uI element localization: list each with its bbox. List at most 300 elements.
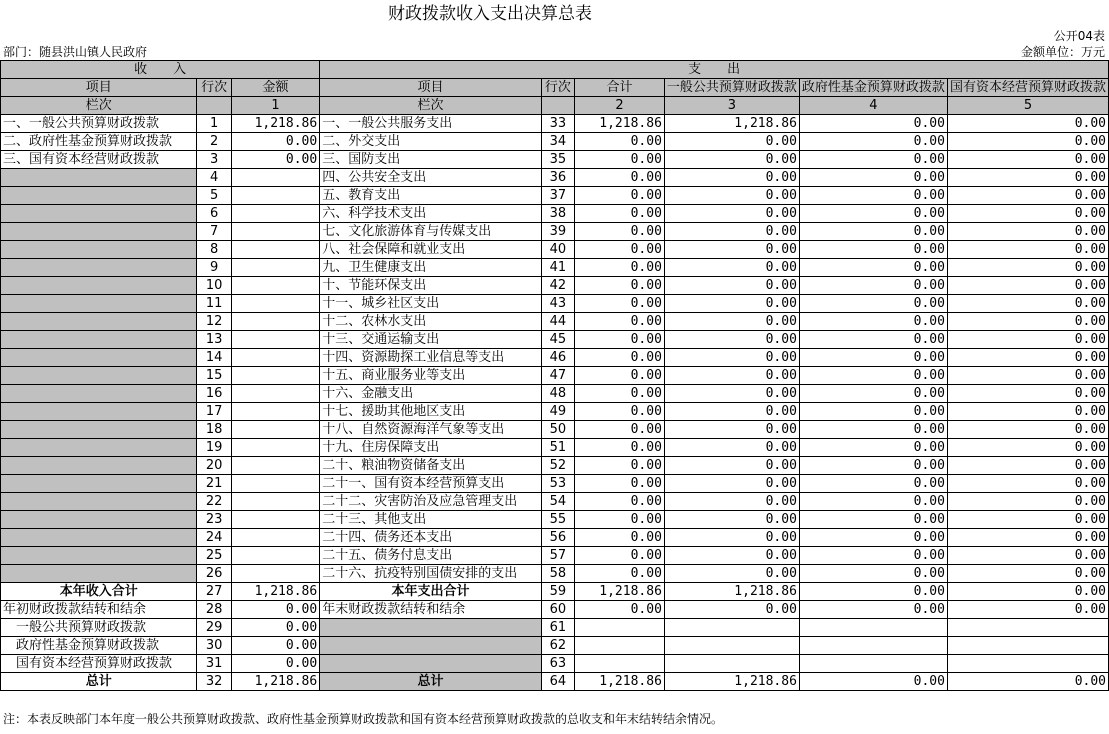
state-capital-cell: 0.00 [947,547,1108,565]
total-cell: 0.00 [575,313,665,331]
income-amount-cell [231,403,319,421]
income-item-cell [1,385,197,403]
income-amount-cell: 1,218.86 [231,115,319,133]
general-budget-cell: 0.00 [664,601,799,619]
table-row [1,421,1109,439]
total-cell: 0.00 [575,511,665,529]
income-item-cell [1,187,197,205]
gov-fund-cell: 0.00 [799,133,947,151]
expense-item-cell: 五、教育支出 [320,187,541,205]
income-row-no-cell: 21 [197,475,231,493]
general-budget-cell: 0.00 [664,511,799,529]
gov-fund-cell: 0.00 [799,565,947,583]
state-capital-cell: 0.00 [947,673,1108,691]
total-cell: 0.00 [575,259,665,277]
general-budget-cell: 0.00 [664,241,799,259]
total-cell: 0.00 [575,457,665,475]
income-row-no-cell: 11 [197,295,231,313]
general-budget-cell: 1,218.86 [664,673,799,691]
income-row-no-cell: 7 [197,223,231,241]
total-cell: 0.00 [575,601,665,619]
expense-item-cell: 四、公共安全支出 [320,169,541,187]
expense-item-cell: 十六、金融支出 [320,385,541,403]
gov-fund-cell: 0.00 [799,403,947,421]
expense-row-no-cell: 60 [541,601,574,619]
income-item-cell [1,241,197,259]
general-budget-cell: 1,218.86 [664,115,799,133]
income-row-no-cell: 15 [197,367,231,385]
income-row-no-cell: 17 [197,403,231,421]
income-amount-cell [231,385,319,403]
income-section-header: 收 入 [1,61,320,79]
state-capital-cell: 0.00 [947,187,1108,205]
income-item-cell [1,349,197,367]
general-budget-cell: 0.00 [664,493,799,511]
income-item-cell [1,331,197,349]
table-row [1,601,1109,619]
expense-row-no-cell: 42 [541,277,574,295]
gov-fund-cell [799,619,947,637]
total-cell: 0.00 [575,493,665,511]
expense-row-no-cell: 46 [541,349,574,367]
col-label: 栏次 [1,97,197,115]
income-item-cell [1,259,197,277]
income-amount-cell [231,421,319,439]
state-capital-cell [947,655,1108,673]
state-capital-cell: 0.00 [947,133,1108,151]
total-cell: 0.00 [575,385,665,403]
income-amount-cell [231,259,319,277]
table-row [1,133,1109,151]
income-item-header: 项目 [1,79,197,97]
general-budget-header: 一般公共预算财政拨款 [664,79,799,97]
general-budget-cell: 0.00 [664,295,799,313]
income-item-cell [1,511,197,529]
expense-row-no-cell: 63 [541,655,574,673]
general-budget-cell: 0.00 [664,439,799,457]
footnote: 注：本表反映部门本年度一般公共预算财政拨款、政府性基金预算财政拨款和国有资本经营预算财政拨款的总收支和年末结转结余情况。 [3,712,724,726]
state-capital-cell: 0.00 [947,403,1108,421]
expense-row-no-cell: 48 [541,385,574,403]
expense-item-cell: 九、卫生健康支出 [320,259,541,277]
general-budget-cell [664,637,799,655]
income-amount-cell [231,439,319,457]
unit-label: 金额单位：万元 [1020,45,1105,59]
general-budget-cell: 0.00 [664,151,799,169]
expense-row-no-cell: 58 [541,565,574,583]
expense-item-cell: 二十二、灾害防治及应急管理支出 [320,493,541,511]
income-item-cell: 一般公共预算财政拨款 [1,619,197,637]
income-row-no-cell: 16 [197,385,231,403]
expense-item-cell: 七、文化旅游体育与传媒支出 [320,223,541,241]
expense-row-no-cell: 34 [541,133,574,151]
income-item-cell: 二、政府性基金预算财政拨款 [1,133,197,151]
state-capital-cell: 0.00 [947,331,1108,349]
income-row-no-cell: 30 [197,637,231,655]
income-item-cell [1,475,197,493]
department-label: 部门：随县洪山镇人民政府 [3,45,148,59]
income-row-no-cell: 28 [197,601,231,619]
expense-row-no-cell: 52 [541,457,574,475]
expense-row-no-cell: 62 [541,637,574,655]
gov-fund-cell: 0.00 [799,151,947,169]
expense-item-cell: 一、一般公共服务支出 [320,115,541,133]
income-row-no-cell: 31 [197,655,231,673]
total-header: 合计 [575,79,665,97]
expense-item-cell: 六、科学技术支出 [320,205,541,223]
gov-fund-cell: 0.00 [799,115,947,133]
table-row [1,223,1109,241]
state-capital-cell: 0.00 [947,313,1108,331]
total-cell: 1,218.86 [575,115,665,133]
state-capital-cell: 0.00 [947,583,1108,601]
total-cell: 0.00 [575,331,665,349]
table-row [1,583,1109,601]
gov-fund-cell: 0.00 [799,493,947,511]
table-row [1,331,1109,349]
table-row [1,619,1109,637]
state-capital-header: 国有资本经营预算财政拨款 [947,79,1108,97]
state-capital-cell: 0.00 [947,295,1108,313]
expense-row-no-cell: 47 [541,367,574,385]
expense-item-cell: 十、节能环保支出 [320,277,541,295]
income-amount-cell [231,529,319,547]
income-amount-cell [231,493,319,511]
general-budget-cell: 1,218.86 [664,583,799,601]
income-item-cell [1,205,197,223]
total-cell: 0.00 [575,151,665,169]
income-amount-cell: 1,218.86 [231,673,319,691]
income-amount-header: 金额 [231,79,319,97]
expense-row-no-cell: 39 [541,223,574,241]
income-row-no-cell: 24 [197,529,231,547]
income-item-cell: 总计 [1,673,197,691]
income-item-cell [1,493,197,511]
income-item-cell: 一、一般公共预算财政拨款 [1,115,197,133]
expense-row-no-cell: 61 [541,619,574,637]
income-item-cell [1,547,197,565]
income-row-no-cell: 27 [197,583,231,601]
expense-row-no-cell: 55 [541,511,574,529]
income-row-no-cell: 25 [197,547,231,565]
expense-row-no-cell: 40 [541,241,574,259]
gov-fund-cell: 0.00 [799,673,947,691]
gov-fund-cell: 0.00 [799,241,947,259]
header-row-columns [1,79,1109,97]
gov-fund-cell: 0.00 [799,187,947,205]
col-blank [197,97,231,115]
general-budget-cell [664,619,799,637]
expense-item-cell: 二十三、其他支出 [320,511,541,529]
gov-fund-cell: 0.00 [799,529,947,547]
form-code: 公开04表 [1053,29,1105,43]
income-row-no-cell: 4 [197,169,231,187]
gov-fund-cell: 0.00 [799,511,947,529]
income-row-no-cell: 32 [197,673,231,691]
income-item-cell [1,439,197,457]
total-cell: 1,218.86 [575,583,665,601]
state-capital-cell: 0.00 [947,457,1108,475]
expense-item-cell: 二、外交支出 [320,133,541,151]
gov-fund-cell: 0.00 [799,313,947,331]
total-cell: 0.00 [575,475,665,493]
total-cell: 0.00 [575,421,665,439]
income-row-no-header: 行次 [197,79,231,97]
total-cell: 0.00 [575,241,665,259]
table-row [1,367,1109,385]
general-budget-cell: 0.00 [664,475,799,493]
general-budget-cell: 0.00 [664,331,799,349]
gov-fund-cell: 0.00 [799,547,947,565]
gov-fund-cell: 0.00 [799,205,947,223]
income-row-no-cell: 3 [197,151,231,169]
col-label: 栏次 [320,97,541,115]
income-row-no-cell: 20 [197,457,231,475]
total-cell: 0.00 [575,133,665,151]
expense-item-cell [320,637,541,655]
income-amount-cell: 0.00 [231,637,319,655]
income-amount-cell: 0.00 [231,655,319,673]
table-row [1,187,1109,205]
income-item-cell: 政府性基金预算财政拨款 [1,637,197,655]
gov-fund-cell: 0.00 [799,367,947,385]
expense-row-no-cell: 37 [541,187,574,205]
expense-item-cell [320,655,541,673]
expense-item-cell: 三、国防支出 [320,151,541,169]
finance-table [0,60,1109,691]
table-body [1,115,1109,691]
table-row [1,529,1109,547]
table-row [1,259,1109,277]
income-item-cell: 本年收入合计 [1,583,197,601]
state-capital-cell: 0.00 [947,529,1108,547]
state-capital-cell: 0.00 [947,421,1108,439]
table-row [1,475,1109,493]
expense-item-cell: 十九、住房保障支出 [320,439,541,457]
expense-row-no-cell: 38 [541,205,574,223]
income-row-no-cell: 29 [197,619,231,637]
gov-fund-cell: 0.00 [799,295,947,313]
income-amount-cell [231,349,319,367]
total-cell: 0.00 [575,565,665,583]
income-row-no-cell: 9 [197,259,231,277]
general-budget-cell: 0.00 [664,385,799,403]
expense-row-no-cell: 54 [541,493,574,511]
gov-fund-cell: 0.00 [799,583,947,601]
income-amount-cell [231,565,319,583]
income-amount-cell [231,511,319,529]
income-item-cell: 国有资本经营预算财政拨款 [1,655,197,673]
income-item-cell [1,403,197,421]
income-amount-cell [231,241,319,259]
general-budget-cell [664,655,799,673]
expense-row-no-header: 行次 [541,79,574,97]
general-budget-cell: 0.00 [664,403,799,421]
state-capital-cell [947,637,1108,655]
table-row [1,439,1109,457]
total-cell: 0.00 [575,277,665,295]
gov-fund-cell: 0.00 [799,331,947,349]
header-row-section [1,61,1109,79]
expense-item-cell: 二十五、债务付息支出 [320,547,541,565]
income-row-no-cell: 5 [197,187,231,205]
table-row [1,385,1109,403]
general-budget-cell: 0.00 [664,169,799,187]
income-item-cell [1,295,197,313]
expense-row-no-cell: 50 [541,421,574,439]
gov-fund-cell: 0.00 [799,421,947,439]
total-cell [575,655,665,673]
state-capital-cell: 0.00 [947,367,1108,385]
state-capital-cell [947,619,1108,637]
table-row [1,295,1109,313]
gov-fund-cell: 0.00 [799,277,947,295]
income-item-cell [1,169,197,187]
income-amount-cell: 1,218.86 [231,583,319,601]
general-budget-cell: 0.00 [664,205,799,223]
income-amount-cell: 0.00 [231,619,319,637]
state-capital-cell: 0.00 [947,223,1108,241]
expense-item-cell [320,619,541,637]
expense-row-no-cell: 41 [541,259,574,277]
general-budget-cell: 0.00 [664,313,799,331]
col-number: 3 [664,97,799,115]
gov-fund-cell: 0.00 [799,169,947,187]
income-amount-cell [231,277,319,295]
table-row [1,637,1109,655]
table-row [1,403,1109,421]
expense-item-cell: 二十一、国有资本经营预算支出 [320,475,541,493]
general-budget-cell: 0.00 [664,529,799,547]
expense-item-header: 项目 [320,79,541,97]
income-row-no-cell: 1 [197,115,231,133]
income-amount-cell [231,457,319,475]
expense-item-cell: 十七、援助其他地区支出 [320,403,541,421]
expense-item-cell: 十八、自然资源海洋气象等支出 [320,421,541,439]
state-capital-cell: 0.00 [947,349,1108,367]
state-capital-cell: 0.00 [947,385,1108,403]
income-amount-cell [231,223,319,241]
table-row [1,457,1109,475]
table-row [1,277,1109,295]
income-item-cell: 三、国有资本经营财政拨款 [1,151,197,169]
state-capital-cell: 0.00 [947,439,1108,457]
page-title: 财政拨款收入支出决算总表 [388,4,592,24]
table-row [1,241,1109,259]
income-row-no-cell: 2 [197,133,231,151]
header-row-col-numbers [1,97,1109,115]
state-capital-cell: 0.00 [947,115,1108,133]
expense-item-cell: 本年支出合计 [320,583,541,601]
income-amount-cell [231,475,319,493]
expense-item-cell: 十三、交通运输支出 [320,331,541,349]
table-row [1,313,1109,331]
general-budget-cell: 0.00 [664,457,799,475]
state-capital-cell: 0.00 [947,565,1108,583]
income-item-cell: 年初财政拨款结转和结余 [1,601,197,619]
gov-fund-cell: 0.00 [799,439,947,457]
general-budget-cell: 0.00 [664,421,799,439]
income-row-no-cell: 14 [197,349,231,367]
state-capital-cell: 0.00 [947,277,1108,295]
expense-row-no-cell: 49 [541,403,574,421]
income-amount-cell [231,547,319,565]
gov-fund-cell: 0.00 [799,601,947,619]
income-item-cell [1,565,197,583]
expense-row-no-cell: 59 [541,583,574,601]
income-row-no-cell: 22 [197,493,231,511]
income-item-cell [1,457,197,475]
income-amount-cell: 0.00 [231,133,319,151]
gov-fund-cell: 0.00 [799,259,947,277]
total-cell: 0.00 [575,169,665,187]
expense-row-no-cell: 53 [541,475,574,493]
state-capital-cell: 0.00 [947,151,1108,169]
gov-fund-cell: 0.00 [799,475,947,493]
expense-item-cell: 二十四、债务还本支出 [320,529,541,547]
general-budget-cell: 0.00 [664,277,799,295]
total-cell: 0.00 [575,529,665,547]
table-row [1,205,1109,223]
expense-row-no-cell: 44 [541,313,574,331]
general-budget-cell: 0.00 [664,565,799,583]
expense-row-no-cell: 36 [541,169,574,187]
income-item-cell [1,223,197,241]
income-amount-cell [231,295,319,313]
income-amount-cell [231,313,319,331]
state-capital-cell: 0.00 [947,475,1108,493]
gov-fund-cell: 0.00 [799,457,947,475]
income-row-no-cell: 19 [197,439,231,457]
income-amount-cell: 0.00 [231,151,319,169]
col-number: 1 [231,97,319,115]
income-row-no-cell: 18 [197,421,231,439]
state-capital-cell: 0.00 [947,601,1108,619]
table-row [1,115,1109,133]
total-cell: 0.00 [575,547,665,565]
income-row-no-cell: 6 [197,205,231,223]
income-row-no-cell: 12 [197,313,231,331]
general-budget-cell: 0.00 [664,367,799,385]
total-cell: 0.00 [575,223,665,241]
income-row-no-cell: 23 [197,511,231,529]
total-cell [575,637,665,655]
expense-item-cell: 二十、粮油物资储备支出 [320,457,541,475]
expense-item-cell: 十一、城乡社区支出 [320,295,541,313]
income-amount-cell: 0.00 [231,601,319,619]
state-capital-cell: 0.00 [947,511,1108,529]
income-item-cell [1,421,197,439]
gov-fund-cell: 0.00 [799,385,947,403]
col-number: 5 [947,97,1108,115]
general-budget-cell: 0.00 [664,349,799,367]
table-row [1,655,1109,673]
income-amount-cell [231,187,319,205]
income-item-cell [1,529,197,547]
expense-item-cell: 十五、商业服务业等支出 [320,367,541,385]
expense-item-cell: 十二、农林水支出 [320,313,541,331]
col-blank [541,97,574,115]
expense-section-header: 支 出 [320,61,1109,79]
total-cell [575,619,665,637]
expense-item-cell: 总计 [320,673,541,691]
general-budget-cell: 0.00 [664,259,799,277]
gov-fund-header: 政府性基金预算财政拨款 [799,79,947,97]
gov-fund-cell: 0.00 [799,223,947,241]
total-cell: 0.00 [575,187,665,205]
expense-row-no-cell: 35 [541,151,574,169]
table-row [1,547,1109,565]
